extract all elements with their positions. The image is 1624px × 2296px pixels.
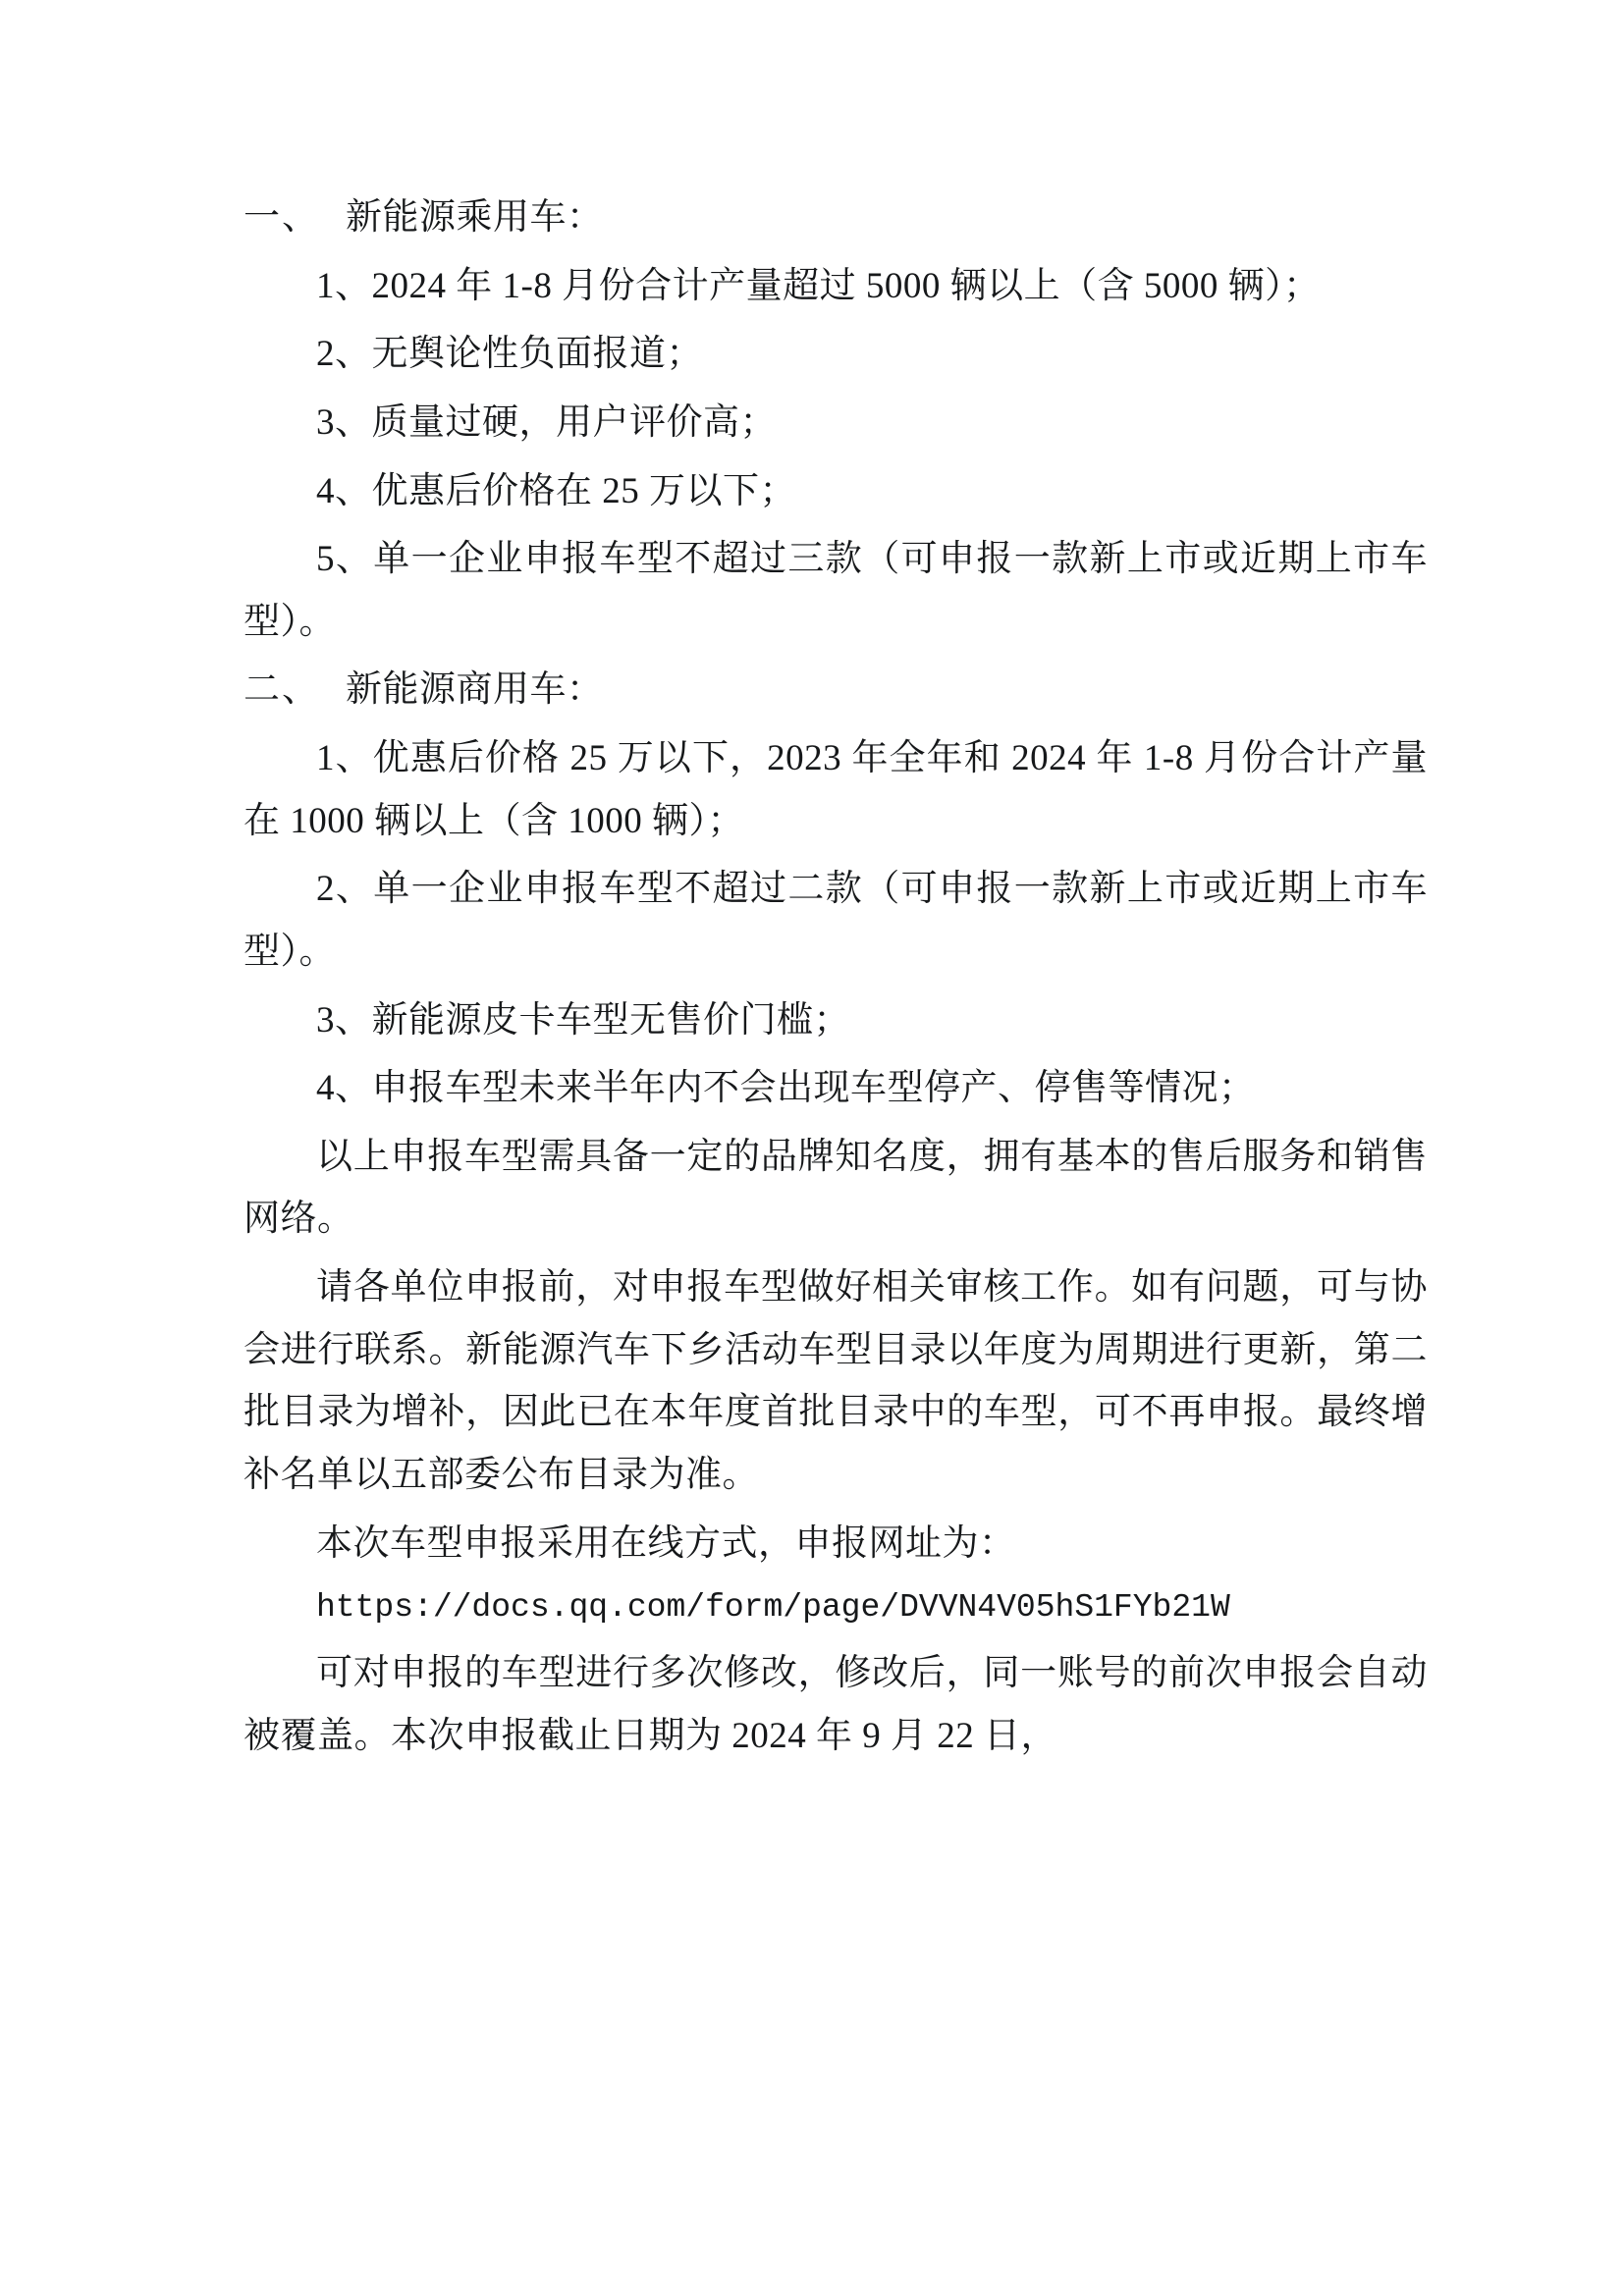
list-item: 4、优惠后价格在 25 万以下； [316,470,796,511]
document-body [244,187,1428,1767]
paragraph: 请各单位申报前，对申报车型做好相关审核工作。如有问题，可与协会进行联系。新能源汽车下乡活动车型目录以年度为周期进行更新，第二批目录为增补，因此已在本年度首批目录中的车型，可不再申报。最终增补名单以五部委公布目录为准。 [244,1267,1428,1495]
paragraph: 以上申报车型需具备一定的品牌知名度，拥有基本的售后服务和销售网络。 [244,1136,1428,1240]
paragraph: 本次车型申报采用在线方式，申报网址为： [316,1522,1016,1564]
section-heading-2 [244,659,1428,721]
list-item: 2、单一企业申报车型不超过二款（可申报一款新上市或近期上市车型）。 [244,869,1428,972]
section-title-1: 新能源乘用车： [346,197,604,238]
list-item: 1、优惠后价格 25 万以下，2023 年全年和 2024 年 1-8 月份合计产量在 1000 辆以上（含 1000 辆）； [244,738,1428,841]
section-title-2: 新能源商用车： [346,669,604,711]
list-item: 4、申报车型未来半年内不会出现车型停产、停售等情况； [316,1068,1256,1109]
list-item: 2、无舆论性负面报道； [316,334,703,375]
section-heading-1 [244,187,1428,249]
list-item: 5、单一企业申报车型不超过三款（可申报一款新上市或近期上市车型）。 [244,539,1428,642]
section-marker-1: 一、 [244,197,320,238]
application-url[interactable]: https://docs.qq.com/form/page/DVVN4V05hS1FYb21W [316,1589,1230,1627]
paragraph: 可对申报的车型进行多次修改，修改后，同一账号的前次申报会自动被覆盖。本次申报截止日期为 2024 年 9 月 22 日， [244,1652,1428,1756]
list-item: 3、质量过硬，用户评价高； [316,401,777,443]
section-marker-2: 二、 [244,669,320,711]
list-item: 3、新能源皮卡车型无售价门槛； [316,999,850,1041]
list-item: 1、2024 年 1-8 月份合计产量超过 5000 辆以上（含 5000 辆）； [316,265,1321,306]
